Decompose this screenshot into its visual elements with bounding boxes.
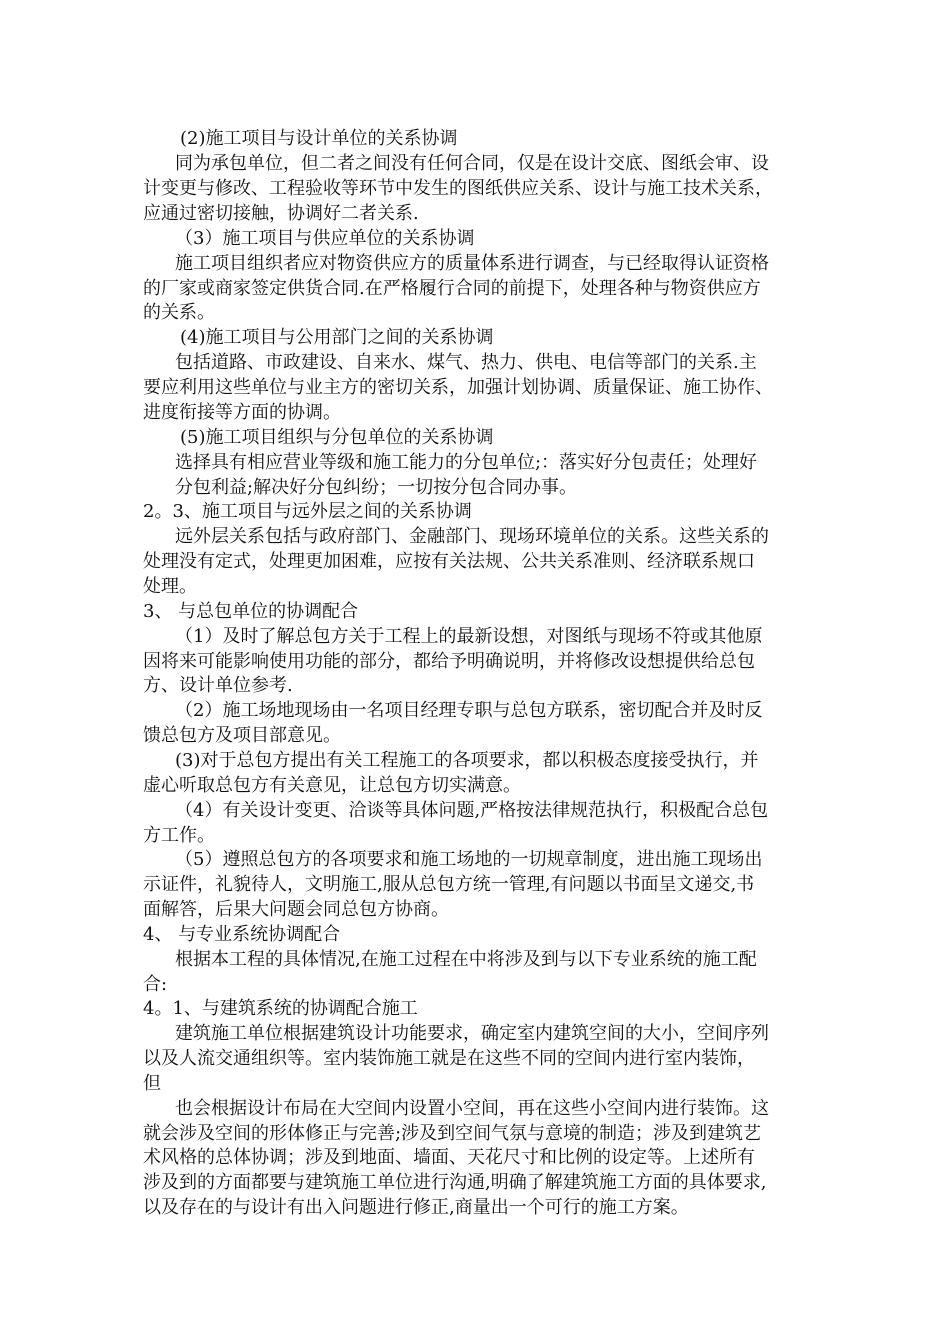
text-line: （5）遵照总包方的各项要求和施工场地的一切规章制度，进出施工现场出	[175, 849, 763, 870]
text-line: 处理。	[143, 576, 197, 597]
text-line: (3)对于总包方提出有关工程施工的各项要求，都以积极态度接受执行，并	[175, 750, 759, 771]
text-line: 示证件，礼貌待人，文明施工,服从总包方统一管理,有问题以书面呈文递交,书	[143, 874, 755, 895]
text-line: 就会涉及空间的形体修正与完善;涉及到空间气氛与意境的制造；涉及到建筑艺	[143, 1123, 762, 1144]
text-line: （4）有关设计变更、洽谈等具体问题,严格按法律规范执行，积极配合总包	[175, 800, 769, 821]
text-line: 进度衔接等方面的协调。	[143, 402, 341, 423]
text-line: 包括道路、市政建设、自来水、煤气、热力、供电、电信等部门的关系.主	[175, 352, 757, 373]
text-line: (5)施工项目组织与分包单位的关系协调	[180, 427, 494, 448]
text-line: 2。3、施工项目与远外层之间的关系协调	[143, 501, 472, 522]
text-line: 面解答，后果大问题会同总包方协商。	[143, 899, 449, 920]
text-line: 施工项目组织者应对物资供应方的质量体系进行调查，与已经取得认证资格	[175, 253, 769, 274]
text-line: 的关系。	[143, 302, 215, 323]
text-line: 因将来可能影响使用功能的部分，都给予明确说明，并将修改设想提供给总包	[143, 651, 755, 672]
text-line: 分包利益;解决好分包纠纷；一切按分包合同办事。	[175, 477, 578, 498]
text-line: （1）及时了解总包方关于工程上的最新设想，对图纸与现场不符或其他原	[175, 626, 763, 647]
text-line: 涉及到的方面都要与建筑施工单位进行沟通,明确了解建筑施工方面的具体要求,	[143, 1172, 767, 1193]
text-line: 以及人流交通组织等。室内装饰施工就是在这些不同的空间内进行室内装饰，	[143, 1048, 755, 1069]
text-line: 要应利用这些单位与业主方的密切关系，加强计划协调、质量保证、施工协作、	[143, 377, 773, 398]
text-line: 合:	[143, 974, 168, 995]
text-line: （3）施工项目与供应单位的关系协调	[175, 228, 475, 249]
text-line: 以及存在的与设计有出入问题进行修正,商量出一个可行的施工方案。	[143, 1197, 689, 1218]
text-line: 3、 与总包单位的协调配合	[143, 601, 359, 622]
text-line: 术风格的总体协调；涉及到地面、墙面、天花尺寸和比例的设定等。上述所有	[143, 1147, 755, 1168]
text-line: 同为承包单位，但二者之间没有任何合同，仅是在设计交底、图纸会审、设	[175, 153, 769, 174]
text-line: 方工作。	[143, 825, 215, 846]
text-line: 方、设计单位参考.	[143, 675, 293, 696]
text-line: 4。1、与建筑系统的协调配合施工	[143, 998, 418, 1019]
text-line: 应通过密切接触，协调好二者关系.	[143, 203, 419, 224]
text-line: 根据本工程的具体情况,在施工过程在中将涉及到与以下专业系统的施工配	[175, 949, 757, 970]
text-line: (4)施工项目与公用部门之间的关系协调	[180, 327, 494, 348]
text-line: 远外层关系包括与政府部门、金融部门、现场环境单位的关系。这些关系的	[175, 526, 769, 547]
text-line: 馈总包方及项目部意见。	[143, 725, 341, 746]
text-line: (2)施工项目与设计单位的关系协调	[180, 128, 458, 149]
text-line: （2）施工场地现场由一名项目经理专职与总包方联系，密切配合并及时反	[175, 700, 763, 721]
text-line: 计变更与修改、工程验收等环节中发生的图纸供应关系、设计与施工技术关系，	[143, 178, 773, 199]
text-line: 虚心听取总包方有关意见，让总包方切实满意。	[143, 775, 521, 796]
text-line: 4、 与专业系统协调配合	[143, 924, 341, 945]
text-line: 处理没有定式，处理更加困难，应按有关法规、公共关系准则、经济联系规口	[143, 551, 755, 572]
text-line: 选择具有相应营业等级和施工能力的分包单位;：落实好分包责任；处理好	[175, 452, 758, 473]
text-line: 的厂家或商家签定供货合同.在严格履行合同的前提下，处理各种与物资供应方	[143, 278, 761, 299]
text-line: 也会根据设计布局在大空间内设置小空间，再在这些小空间内进行装饰。这	[175, 1098, 769, 1119]
text-line: 建筑施工单位根据建筑设计功能要求，确定室内建筑空间的大小，空间序列	[175, 1023, 769, 1044]
text-line: 但	[143, 1073, 161, 1094]
